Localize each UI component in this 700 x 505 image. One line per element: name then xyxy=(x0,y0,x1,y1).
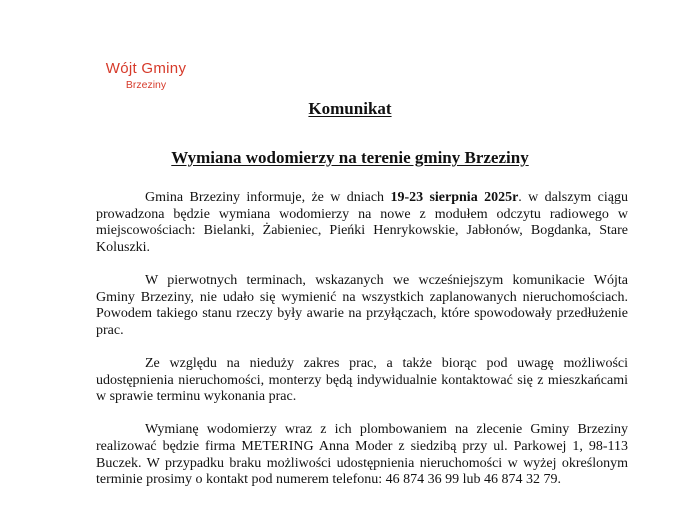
paragraph-1-rest: . w dalszym ciągu prowadzona będzie wymiana wodomierzy na nowe z modułem odczytu radiowego w miejscowościach: Bielanki, Żabieniec, Pieńki Henrykowskie, Jabłonów, Bogdanka, Stare Koluszki. xyxy=(96,190,628,255)
paragraph-3: Ze względu na nieduży zakres prac, a także biorąc pod uwagę możliwości udostępnienia nieruchomości, monterzy będą indywidualnie kontaktować się z mieszkańcami w sprawie terminu wykonania prac. xyxy=(96,355,628,405)
paragraph-1 xyxy=(96,190,628,256)
document-body xyxy=(96,190,628,505)
paragraph-1-intro: Gmina Brzeziny informuje, że w dniach xyxy=(145,190,391,205)
logo-subtitle: Brzeziny xyxy=(125,79,167,91)
document-subheading: Wymiana wodomierzy na terenie gminy Brzeziny xyxy=(171,148,529,167)
paragraph-4: Wymianę wodomierzy wraz z ich plombowaniem na zlecenie Gminy Brzeziny realizować będzie firma METERING Anna Moder z siedzibą przy ul. Parkowej 1, 98-113 Buczek. W przypadku braku możliwości udostępnienia nieruchomości w wyżej określonym terminie prosimy o kontakt pod numerem telefonu: 46 874 36 99 lub 46 874 32 79. xyxy=(96,422,628,488)
wojt-gminy-logo xyxy=(96,60,196,92)
paragraph-1-date: 19-23 sierpnia 2025r xyxy=(390,190,519,205)
paragraph-2: W pierwotnych terminach, wskazanych we wcześniejszym komunikacie Wójta Gminy Brzeziny, nie udało się wymienić na wszystkich zaplanowanych nieruchomościach. Powodem takiego stanu rzeczy były awarie na przyłączach, które spowodowały przedłużenie prac. xyxy=(96,272,628,338)
logo-title: Wójt Gminy xyxy=(105,60,187,77)
document-heading: Komunikat xyxy=(308,99,392,118)
